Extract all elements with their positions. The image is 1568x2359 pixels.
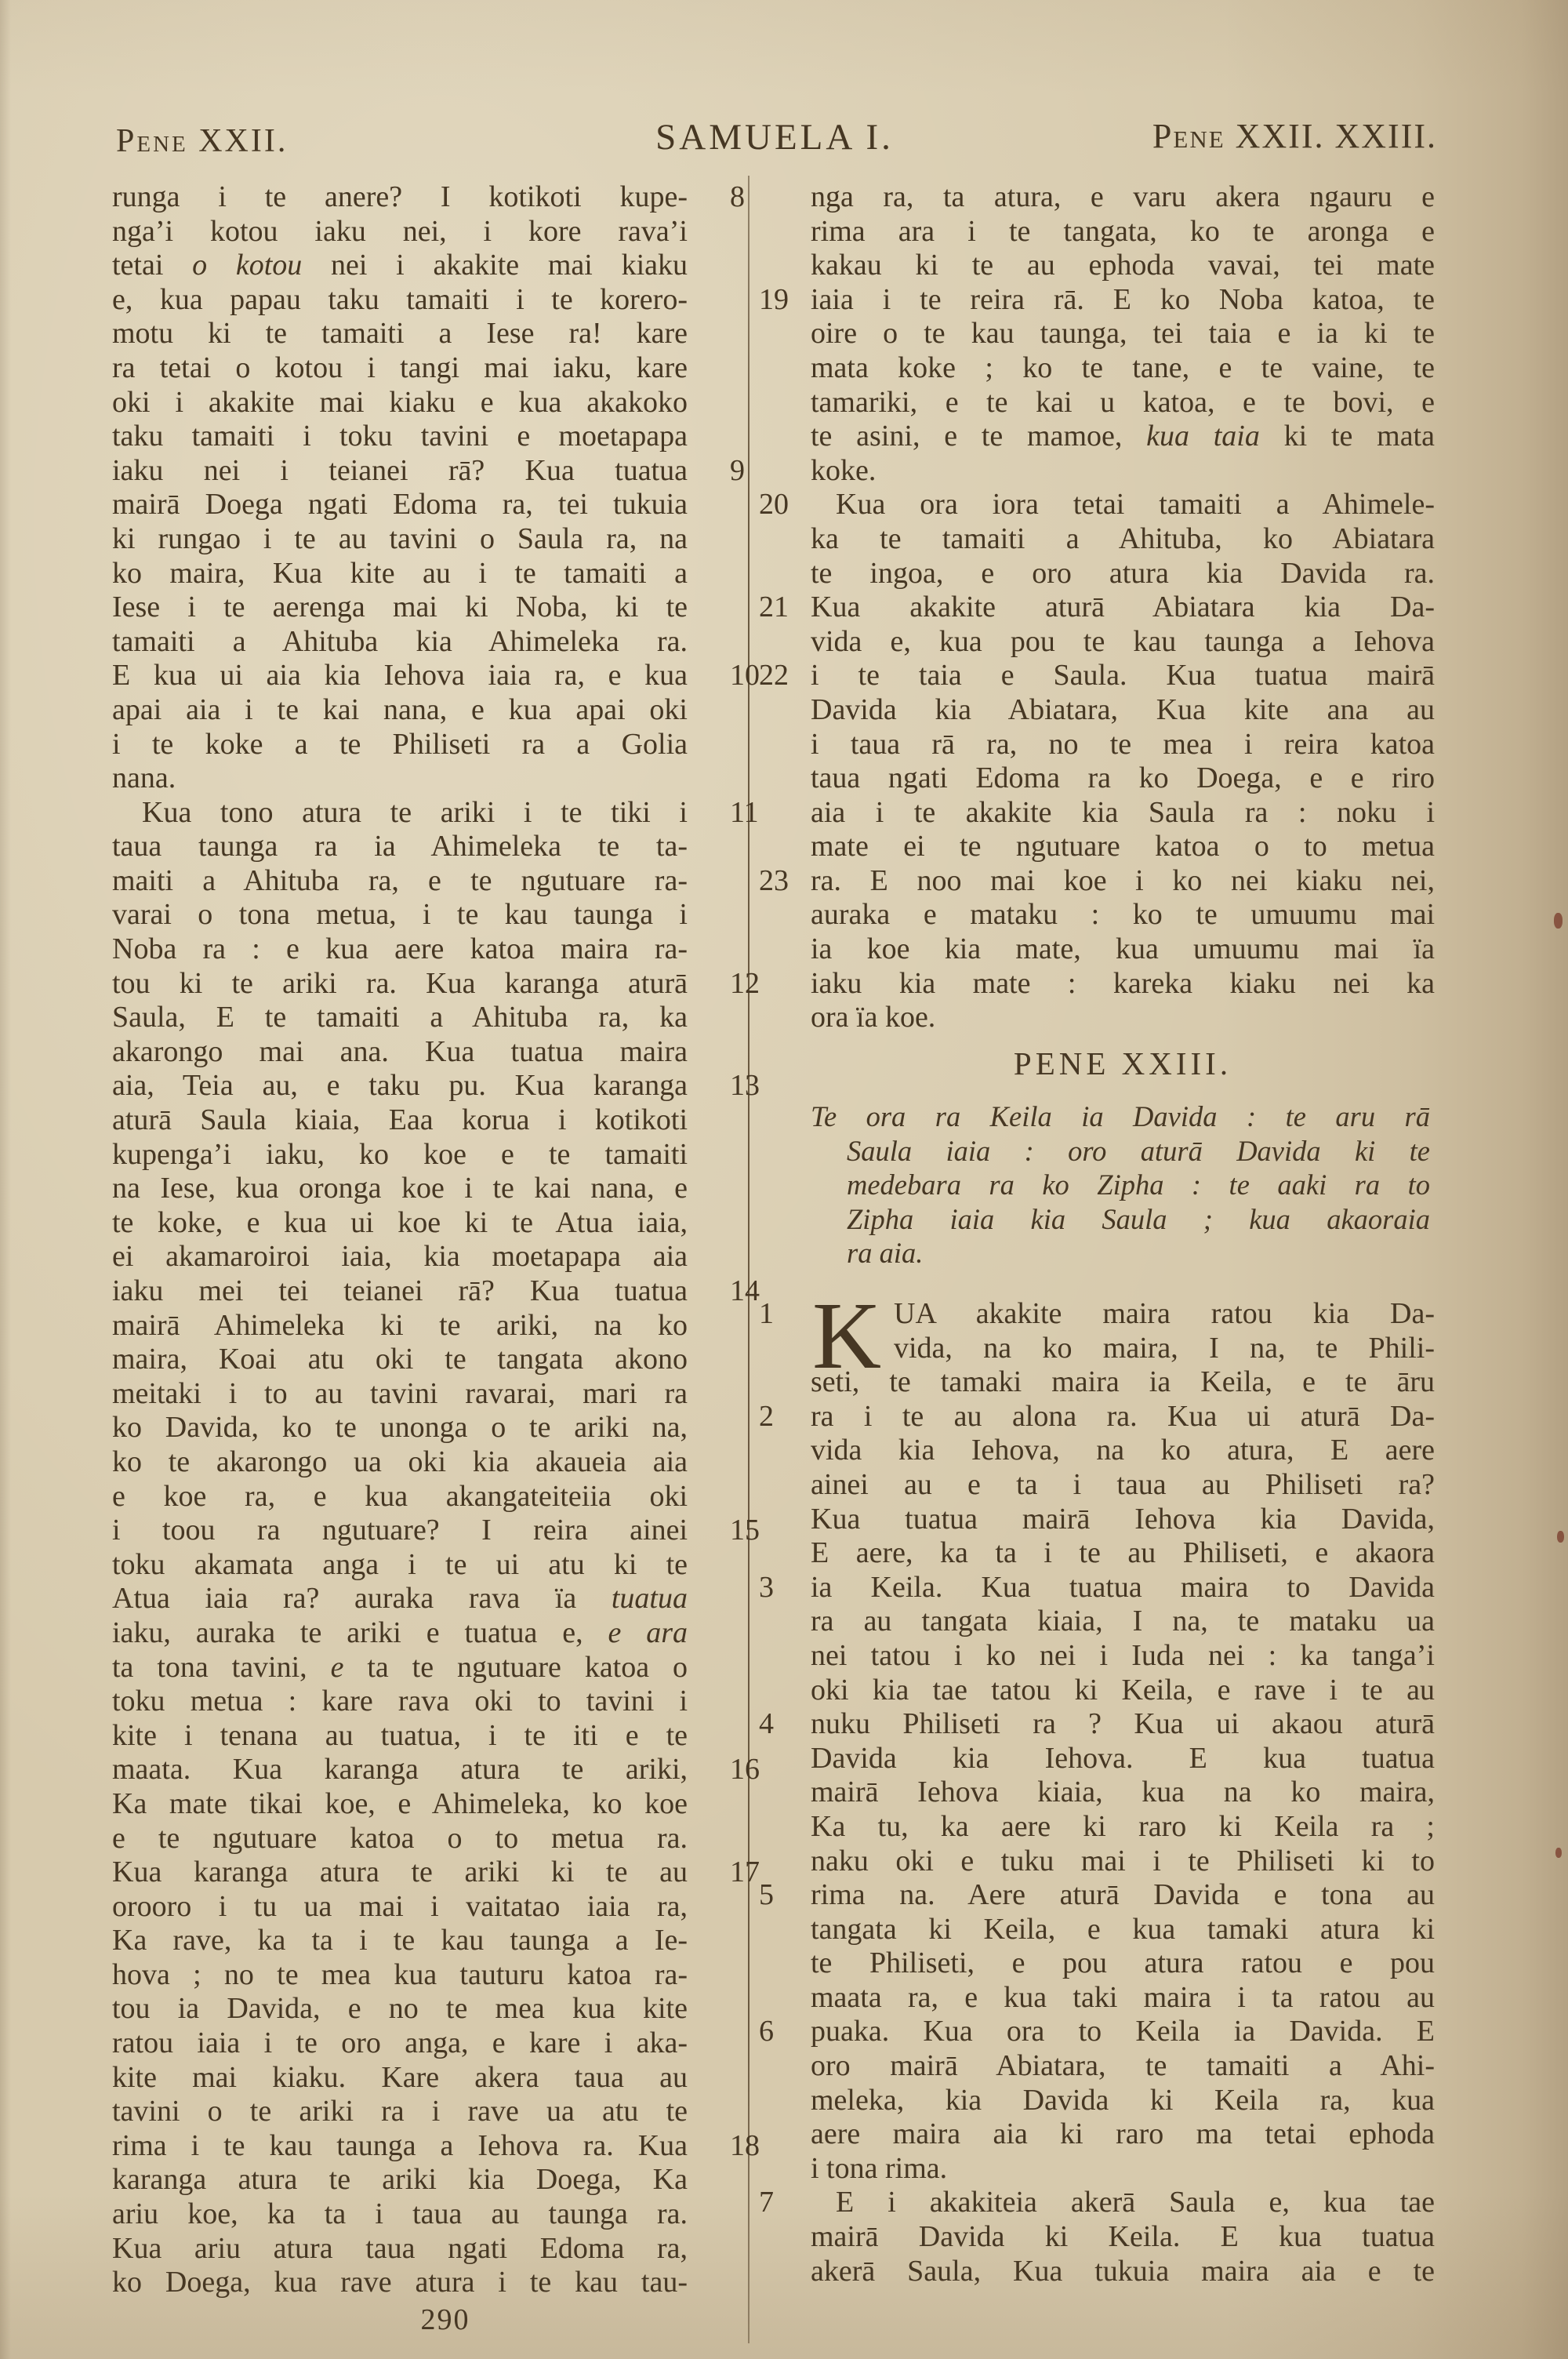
verse-text: mate ei te ngutuare katoa o to metua bbox=[811, 830, 1435, 863]
verse-text: i te koke a te Philiseti ra a Golia bbox=[112, 727, 688, 761]
verse-text: ratou iaia i te oro anga, e kare i aka- bbox=[112, 2026, 688, 2060]
verse-text: Noba ra : e kua aere katoa maira ra- bbox=[112, 932, 688, 966]
verse-text: akerā Saula, Kua tukuia maira aia e te bbox=[811, 2254, 1435, 2288]
verse-line bbox=[754, 2117, 1435, 2152]
verse-line bbox=[754, 1001, 1435, 1035]
verse-line bbox=[754, 1845, 1435, 1879]
verse-number: 1 bbox=[759, 1297, 774, 1330]
verse-text: mairā Iehova kiaia, kua na ko maira, bbox=[811, 1776, 1435, 1809]
verse-text: vida e, kua pou te kau taunga a Iehova bbox=[811, 624, 1435, 658]
verse-line bbox=[112, 2128, 760, 2164]
verse-line bbox=[754, 522, 1435, 557]
verse-text: tavini o te ariki ra i rave ua atu te bbox=[112, 2095, 688, 2128]
verse-number: 18 bbox=[730, 2128, 760, 2162]
verse-line bbox=[112, 1685, 739, 1719]
verse-text: Davida kia Iehova. E kua tuatua bbox=[811, 1741, 1435, 1775]
verse-line bbox=[754, 830, 1435, 864]
verse-text: kakau ki te au ephoda vavai, tei mate bbox=[811, 249, 1435, 282]
verse-number: 4 bbox=[759, 1707, 774, 1741]
verse-text: maata ra, e kua taki maira i ta ratou au bbox=[811, 1980, 1435, 2014]
verse-line bbox=[112, 420, 739, 454]
verse-text: Te ora ra Keila ia Davida : te aru rā bbox=[811, 1100, 1430, 1132]
verse-line bbox=[754, 1536, 1435, 1571]
verse-text: mairā Davida ki Keila. E kua tuatua bbox=[811, 2220, 1435, 2254]
verse-line bbox=[754, 2220, 1435, 2255]
verse-number: 7 bbox=[759, 2186, 774, 2219]
left-text-column bbox=[112, 180, 760, 2300]
chapter-heading: PENE XXIII. bbox=[1013, 1045, 1232, 1081]
verse-text: ainei au e ta i taua au Philiseti ra? bbox=[811, 1467, 1435, 1501]
verse-number: 3 bbox=[759, 1570, 774, 1604]
verse-text: ia koe kia mate, kua umuumu mai ïa bbox=[811, 932, 1435, 966]
verse-text: aia, Teia au, e taku pu. Kua karanga bbox=[112, 1069, 688, 1103]
verse-text: toku akamata anga i te ui atu ki te bbox=[112, 1547, 688, 1581]
verse-text: E aere, ka ta i te au Philiseti, e akaora bbox=[811, 1536, 1435, 1570]
verse-line bbox=[112, 453, 745, 489]
verse-text: mairā Ahimeleka ki te ariki, na ko bbox=[112, 1308, 688, 1342]
verse-text: i te taia e Saula. Kua tuatua mairā bbox=[811, 659, 1435, 692]
verse-line bbox=[112, 1206, 739, 1241]
verse-line bbox=[112, 830, 739, 864]
verse-text: UA akakite maira ratou kia Da- bbox=[894, 1297, 1435, 1330]
verse-number: 17 bbox=[730, 1856, 760, 1889]
verse-text: Saula, E te tamaiti a Ahituba ra, ka bbox=[112, 1001, 688, 1034]
right-text-column-chapter23 bbox=[754, 1283, 1435, 2288]
verse-text: ko Davida, ko te unonga o te ariki na, bbox=[112, 1411, 688, 1445]
verse-line bbox=[112, 1582, 739, 1616]
verse-text: ra au tangata kiaia, I na, te mataku ua bbox=[811, 1605, 1435, 1638]
verse-text: ko maira, Kua kite au i te tamaiti a bbox=[112, 556, 688, 590]
verse-text: tamaiti a Ahituba kia Ahimeleka ra. bbox=[112, 624, 688, 658]
verse-line bbox=[754, 2255, 1435, 2289]
verse-line bbox=[754, 693, 1435, 728]
verse-line bbox=[112, 283, 739, 318]
verse-text: Atua iaia ra? auraka rava ïa tuatua bbox=[112, 1582, 688, 1616]
verse-text: mata koke ; ko te tane, e te vaine, te bbox=[811, 351, 1435, 384]
verse-text: maira, Koai atu oki te tangata akono bbox=[112, 1343, 688, 1376]
verse-text: oki i akakite mai kiaku e kua akakoko bbox=[112, 385, 688, 419]
verse-line bbox=[754, 2049, 1435, 2084]
verse-text: maata. Kua karanga atura te ariki, bbox=[112, 1753, 688, 1787]
verse-line bbox=[754, 591, 1435, 625]
verse-text: koke. bbox=[811, 453, 877, 487]
verse-line bbox=[112, 1548, 739, 1583]
verse-text: Kua akakite aturā Abiatara kia Da- bbox=[811, 591, 1435, 624]
verse-text: Kua tono atura te ariki i te tiki i bbox=[142, 795, 688, 829]
verse-text: ta tona tavini, e ta te ngutuare katoa o bbox=[112, 1650, 688, 1684]
verse-text: oro mairā Abiatara, te tamaiti a Ahi- bbox=[811, 2049, 1435, 2083]
verse-line bbox=[754, 180, 1435, 215]
verse-line bbox=[754, 283, 1435, 318]
verse-text: puaka. Kua ora to Keila ia Davida. E bbox=[811, 2015, 1435, 2048]
verse-text: naku oki e tuku mai i te Philiseti ki to bbox=[811, 1844, 1435, 1877]
verse-text: i toou ra ngutuare? I reira ainei bbox=[112, 1514, 688, 1547]
verse-text: te asini, e te mamoe, kua taia ki te mata bbox=[811, 420, 1435, 453]
verse-text: e koe ra, e kua akangateiteiia oki bbox=[112, 1479, 688, 1513]
verse-text: Saula iaia : oro aturā Davida ki te bbox=[847, 1134, 1430, 1167]
verse-number: 5 bbox=[759, 1878, 774, 1912]
verse-line bbox=[754, 625, 1435, 660]
verse-line bbox=[754, 1605, 1435, 1639]
verse-line bbox=[754, 215, 1435, 249]
verse-text: iaku mei tei teianei rā? Kua tuatua bbox=[112, 1274, 688, 1307]
verse-text: medebara ra ko Zipha : te aaki ra to bbox=[847, 1169, 1430, 1201]
verse-line bbox=[754, 454, 1435, 489]
verse-line bbox=[754, 488, 1435, 522]
verse-line bbox=[112, 2163, 739, 2197]
verse-text: toku metua : kare rava oki to tavini i bbox=[112, 1685, 688, 1718]
verse-line bbox=[112, 249, 739, 283]
verse-text: taua ngati Edoma ra ko Doega, e e riro bbox=[811, 761, 1435, 795]
verse-line bbox=[112, 1787, 739, 1822]
verse-text: Davida kia Abiatara, Kua kite ana au bbox=[811, 692, 1435, 726]
verse-text: rima ara i te tangata, ko te aronga e bbox=[811, 214, 1435, 248]
verse-text: apai aia i te kai nana, e kua apai oki bbox=[112, 692, 688, 726]
verse-line bbox=[112, 1616, 739, 1651]
drop-cap-initial: K bbox=[812, 1283, 882, 1389]
verse-text: akarongo mai ana. Kua tuatua maira bbox=[112, 1034, 688, 1068]
verse-line bbox=[112, 1103, 739, 1138]
verse-line bbox=[112, 1035, 739, 1070]
verse-text: vida, na ko maira, I na, te Phili- bbox=[894, 1331, 1435, 1365]
verse-line bbox=[754, 1981, 1435, 2016]
verse-line bbox=[112, 2061, 739, 2095]
verse-text: ei akamaroiroi iaia, kia moetapapa aia bbox=[112, 1240, 688, 1274]
verse-line bbox=[112, 966, 760, 1001]
verse-line bbox=[754, 1674, 1435, 1708]
verse-line bbox=[112, 1719, 739, 1754]
verse-line bbox=[754, 1810, 1435, 1845]
verse-text: kite i tenana au tuatua, i te iti e te bbox=[112, 1718, 688, 1752]
verse-text: aturā Saula kiaia, Eaa korua i kotikoti bbox=[112, 1103, 688, 1137]
verse-text: ia Keila. Kua tuatua maira to Davida bbox=[811, 1570, 1435, 1604]
verse-number: 9 bbox=[730, 453, 745, 487]
verse-number: 6 bbox=[759, 2015, 774, 2048]
verse-line bbox=[112, 1172, 739, 1206]
verse-text: nana. bbox=[112, 761, 176, 795]
verse-text: ko Doega, kua rave atura i te kau tau- bbox=[112, 2266, 688, 2299]
verse-line bbox=[811, 1236, 1430, 1270]
verse-line bbox=[754, 1332, 1435, 1366]
verse-line bbox=[112, 1822, 739, 1856]
verse-text: mairā Doega ngati Edoma ra, tei tukuia bbox=[112, 488, 688, 522]
verse-line bbox=[112, 1856, 760, 1890]
verse-text: varai o tona metua, i te kau taunga i bbox=[112, 898, 688, 932]
verse-text: iaku, auraka te ariki e tuatua e, e ara bbox=[112, 1616, 688, 1649]
verse-line bbox=[811, 1100, 1430, 1134]
verse-line bbox=[754, 1742, 1435, 1776]
verse-text: ki rungao i te au tavini o Saula ra, na bbox=[112, 522, 688, 555]
verse-line bbox=[754, 898, 1435, 932]
verse-line bbox=[112, 1138, 739, 1172]
verse-text: hova ; no te mea kua tauturu katoa ra- bbox=[112, 1957, 688, 1991]
verse-text: te ingoa, e oro atura kia Davida ra. bbox=[811, 556, 1435, 590]
verse-text: E i akakiteia akerā Saula e, kua tae bbox=[836, 2186, 1435, 2219]
verse-text: ra tetai o kotou i tangi mai iaku, kare bbox=[112, 351, 688, 384]
verse-text: i taua rā ra, no te mea i reira katoa bbox=[811, 727, 1435, 761]
verse-line bbox=[754, 2084, 1435, 2118]
verse-text: iaku kia mate : kareka kiaku nei ka bbox=[811, 966, 1435, 1000]
verse-text: ka te tamaiti a Ahituba, ko Abiatara bbox=[811, 522, 1435, 555]
verse-number: 8 bbox=[730, 180, 745, 213]
verse-text: te Philiseti, e pou atura ratou e pou bbox=[811, 1946, 1435, 1980]
verse-line bbox=[112, 215, 739, 249]
verse-text: ra aia. bbox=[847, 1237, 924, 1270]
verse-line bbox=[754, 317, 1435, 351]
verse-text: meleka, kia Davida ki Keila ra, kua bbox=[811, 2083, 1435, 2117]
verse-text: tangata ki Keila, e kua tamaki atura ki bbox=[811, 1912, 1435, 1946]
verse-line bbox=[754, 761, 1435, 796]
verse-line bbox=[754, 796, 1435, 831]
verse-line bbox=[112, 2232, 739, 2266]
page-number: 290 bbox=[420, 2303, 470, 2336]
verse-number: 19 bbox=[759, 282, 789, 316]
verse-text: auraka e mataku : ko te umuumu mai bbox=[811, 898, 1435, 932]
verse-line bbox=[112, 1924, 739, 1958]
verse-line bbox=[754, 1707, 1435, 1742]
verse-line bbox=[754, 1400, 1435, 1434]
verse-line bbox=[112, 728, 739, 762]
verse-text: Kua karanga atura te ariki ki te au bbox=[112, 1856, 688, 1889]
verse-line bbox=[112, 1309, 739, 1343]
right-text-column-chapter22 bbox=[754, 180, 1435, 1035]
verse-text: iaku nei i teianei rā? Kua tuatua bbox=[112, 453, 688, 487]
verse-line bbox=[112, 1480, 739, 1514]
verse-line bbox=[754, 1913, 1435, 1947]
verse-line bbox=[754, 1878, 1435, 1913]
verse-line bbox=[112, 557, 739, 591]
verse-line bbox=[112, 864, 739, 899]
verse-line bbox=[112, 932, 739, 967]
verse-line bbox=[754, 1365, 1435, 1400]
verse-text: e, kua papau taku tamaiti i te korero- bbox=[112, 282, 688, 316]
verse-line bbox=[754, 1297, 1435, 1332]
verse-line bbox=[754, 2015, 1435, 2049]
verse-line bbox=[112, 386, 739, 420]
page-edge-mark bbox=[1555, 1848, 1562, 1858]
verse-text: maiti a Ahituba ra, e te ngutuare ra- bbox=[112, 863, 688, 897]
verse-text: ra. E noo mai koe i ko nei kiaku nei, bbox=[811, 863, 1435, 897]
verse-line bbox=[112, 659, 760, 693]
verse-text: Kua tuatua mairā Iehova kia Davida, bbox=[811, 1502, 1435, 1536]
verse-line bbox=[112, 1445, 739, 1480]
verse-line bbox=[112, 2095, 739, 2129]
verse-number: 23 bbox=[759, 863, 789, 897]
verse-line bbox=[112, 180, 745, 215]
verse-line bbox=[112, 2266, 739, 2300]
verse-line bbox=[112, 1001, 739, 1035]
verse-text: ariu koe, ka ta i taua au taunga ra. bbox=[112, 2197, 688, 2231]
verse-number: 11 bbox=[730, 795, 759, 829]
verse-line bbox=[112, 317, 739, 351]
verse-text: vida kia Iehova, na ko atura, E aere bbox=[811, 1434, 1435, 1467]
verse-line bbox=[112, 1411, 739, 1445]
verse-line bbox=[112, 1240, 739, 1274]
verse-text: karanga atura te ariki kia Doega, Ka bbox=[112, 2163, 688, 2197]
verse-text: i tona rima. bbox=[811, 2151, 948, 2185]
verse-text: te koke, e kua ui koe ki te Atua iaia, bbox=[112, 1205, 688, 1239]
verse-line bbox=[754, 1946, 1435, 1981]
verse-text: Kua ora iora tetai tamaiti a Ahimele- bbox=[836, 488, 1435, 522]
verse-text: ra i te au alona ra. Kua ui aturā Da- bbox=[811, 1399, 1435, 1433]
verse-line bbox=[754, 2186, 1435, 2220]
verse-text: Ka tu, ka aere ki raro ki Keila ra ; bbox=[811, 1809, 1435, 1843]
verse-line bbox=[112, 1958, 739, 1993]
verse-text: Ka mate tikai koe, e Ahimeleka, ko koe bbox=[112, 1787, 688, 1820]
verse-line bbox=[754, 932, 1435, 967]
verse-text: oki kia tae tatou ki Keila, e rave i te au bbox=[811, 1673, 1435, 1707]
verse-text: rima na. Aere aturā Davida e tona au bbox=[811, 1878, 1435, 1912]
verse-line bbox=[112, 1890, 739, 1925]
verse-text: meitaki i to au tavini ravarai, mari ra bbox=[112, 1376, 688, 1410]
verse-line bbox=[112, 2197, 739, 2232]
verse-number: 22 bbox=[759, 659, 789, 692]
verse-line bbox=[112, 898, 739, 932]
verse-text: kite mai kiaku. Kare akera taua au bbox=[112, 2060, 688, 2094]
verse-line bbox=[754, 1571, 1435, 1605]
verse-line bbox=[754, 1776, 1435, 1810]
verse-line bbox=[112, 761, 739, 796]
verse-line bbox=[754, 420, 1435, 454]
verse-number: 20 bbox=[759, 488, 789, 522]
verse-line bbox=[754, 2152, 1435, 2186]
verse-line bbox=[754, 351, 1435, 386]
verse-line bbox=[112, 351, 739, 386]
running-head-left-chapter: Pene XXII. bbox=[116, 123, 289, 159]
verse-line bbox=[754, 1434, 1435, 1468]
verse-text: nuku Philiseti ra ? Kua ui akaou aturā bbox=[811, 1707, 1435, 1741]
verse-text: ora ïa koe. bbox=[811, 1001, 936, 1034]
verse-text: iaia i te reira rā. E ko Noba katoa, te bbox=[811, 282, 1435, 316]
verse-text: rima i te kau taunga a Iehova ra. Kua bbox=[112, 2128, 688, 2162]
verse-line bbox=[112, 1992, 739, 2026]
verse-text: nei tatou i ko nei i Iuda nei : ka tanga’i bbox=[811, 1638, 1435, 1672]
verse-text: ko te akarongo ua oki kia akaueia aia bbox=[112, 1445, 688, 1478]
verse-text: na Iese, kua oronga koe i te kai nana, e bbox=[112, 1172, 688, 1205]
chapter-summary bbox=[811, 1100, 1430, 1270]
verse-line bbox=[112, 1069, 760, 1103]
verse-line bbox=[112, 591, 739, 625]
verse-text: motu ki te tamaiti a Iese ra! kare bbox=[112, 317, 688, 351]
verse-text: orooro i tu ua mai i vaitatao iaia ra, bbox=[112, 1889, 688, 1923]
verse-line bbox=[112, 1343, 739, 1377]
verse-line bbox=[112, 1753, 760, 1787]
verse-text: taua taunga ra ia Ahimeleka te ta- bbox=[112, 830, 688, 863]
verse-text: seti, te tamaki maira ia Keila, e te āru bbox=[811, 1365, 1435, 1399]
verse-line bbox=[112, 1274, 760, 1309]
verse-number: 21 bbox=[759, 591, 789, 624]
verse-line bbox=[754, 249, 1435, 283]
verse-line bbox=[811, 1134, 1430, 1169]
verse-text: tetai o kotou nei i akakite mai kiaku bbox=[112, 249, 688, 282]
verse-text: tamariki, e te kai u katoa, e te bovi, e bbox=[811, 385, 1435, 419]
running-head bbox=[112, 116, 1437, 165]
verse-line bbox=[754, 1503, 1435, 1537]
verse-text: oire o te kau taunga, tei taia e ia ki te bbox=[811, 317, 1435, 351]
verse-line bbox=[112, 795, 759, 831]
verse-number: 16 bbox=[730, 1753, 760, 1787]
verse-text: tou ia Davida, e no te mea kua kite bbox=[112, 1992, 688, 2026]
verse-line bbox=[754, 967, 1435, 1001]
verse-text: Ka rave, ka ta i te kau taunga a Ie- bbox=[112, 1924, 688, 1957]
verse-line bbox=[112, 2026, 739, 2061]
verse-line bbox=[112, 522, 739, 557]
verse-number: 2 bbox=[759, 1399, 774, 1433]
verse-number: 12 bbox=[730, 966, 760, 1000]
verse-text: runga i te anere? I kotikoti kupe- bbox=[112, 180, 688, 213]
verse-text: tou ki te ariki ra. Kua karanga aturā bbox=[112, 966, 688, 1000]
verse-line bbox=[112, 488, 739, 522]
verse-line bbox=[112, 1651, 739, 1685]
verse-text: e te ngutuare katoa o to metua ra. bbox=[112, 1821, 688, 1855]
verse-line bbox=[112, 625, 739, 660]
running-head-right-chapter: Pene XXII. XXIII. bbox=[1152, 117, 1437, 155]
page-edge-mark bbox=[1554, 913, 1563, 929]
verse-number: 13 bbox=[730, 1069, 760, 1103]
verse-number: 10 bbox=[730, 659, 760, 692]
verse-line bbox=[112, 1514, 760, 1548]
verse-line bbox=[754, 557, 1435, 591]
verse-line bbox=[112, 693, 739, 728]
verse-text: taku tamaiti i toku tavini e moetapapa bbox=[112, 420, 688, 453]
verse-text: aia i te akakite kia Saula ra : noku i bbox=[811, 795, 1435, 829]
verse-line bbox=[754, 864, 1435, 899]
verse-line bbox=[112, 1377, 739, 1412]
page-edge-mark bbox=[1557, 1531, 1564, 1543]
book-title: SAMUELA I. bbox=[655, 117, 894, 158]
verse-text: Kua ariu atura taua ngati Edoma ra, bbox=[112, 2231, 688, 2265]
verse-line bbox=[754, 386, 1435, 420]
verse-text: kupenga’i iaku, ko koe e te tamaiti bbox=[112, 1137, 688, 1171]
verse-line bbox=[811, 1202, 1430, 1237]
verse-number: 15 bbox=[730, 1514, 760, 1547]
verse-text: Iese i te aerenga mai ki Noba, ki te bbox=[112, 591, 688, 624]
verse-text: Zipha iaia kia Saula ; kua akaoraia bbox=[847, 1202, 1430, 1235]
verse-line bbox=[754, 1468, 1435, 1503]
verse-line bbox=[754, 728, 1435, 762]
verse-number: 14 bbox=[730, 1274, 760, 1307]
verse-line bbox=[754, 659, 1435, 693]
verse-line bbox=[754, 1639, 1435, 1674]
verse-text: nga ra, ta atura, e varu akera ngauru e bbox=[811, 180, 1435, 213]
verse-text: aere maira aia ki raro ma tetai ephoda bbox=[811, 2117, 1435, 2151]
verse-text: E kua ui aia kia Iehova iaia ra, e kua bbox=[112, 659, 688, 692]
verse-line bbox=[811, 1168, 1430, 1202]
verse-text: nga’i kotou iaku nei, i kore rava’i bbox=[112, 214, 688, 248]
column-divider-rule bbox=[748, 176, 750, 2343]
